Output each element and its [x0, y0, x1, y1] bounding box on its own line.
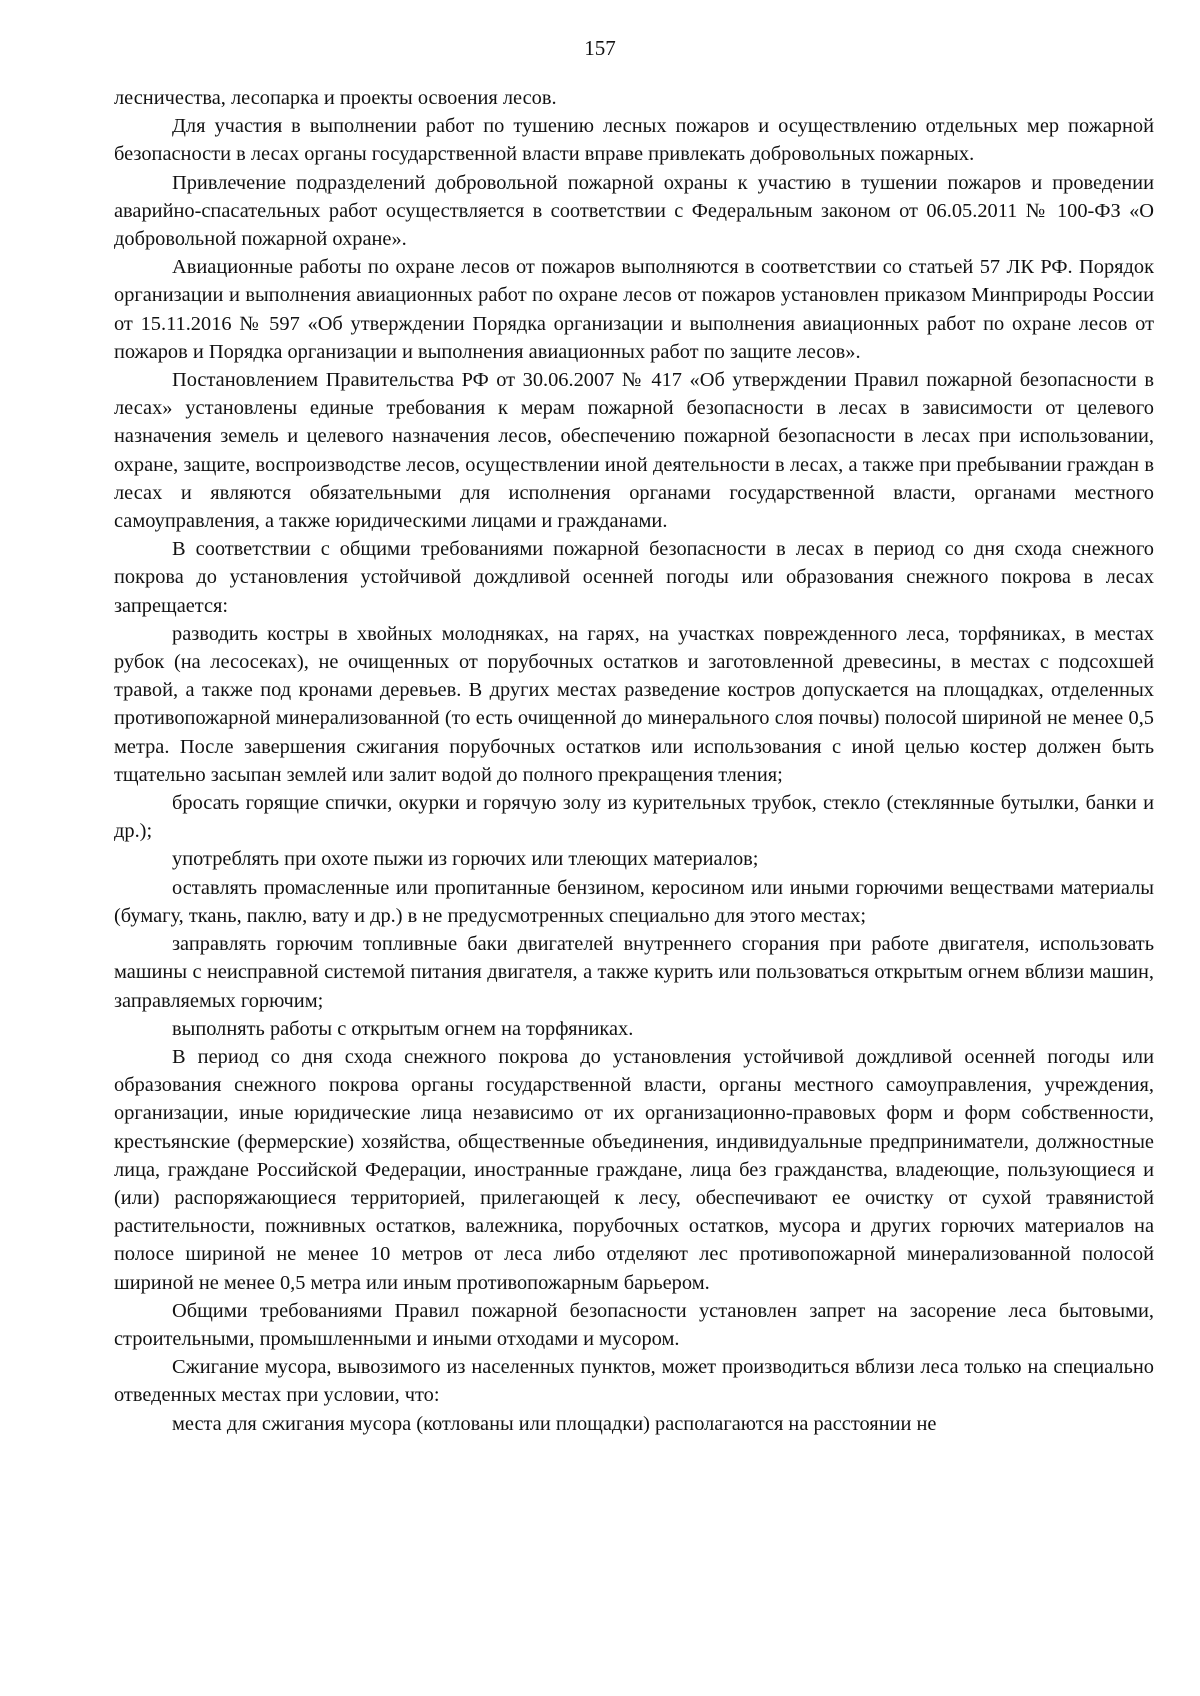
page-number: 157: [584, 36, 616, 60]
document-body: [114, 84, 1154, 1438]
list-item-paragraph: оставлять промасленные или пропитанные бензином, керосином или иными горючими веществами материалы (бумагу, ткань, паклю, вату и др.) в не предусмотренных специально для этого местах;: [114, 876, 1154, 927]
list-item-paragraph: употреблять при охоте пыжи из горючих или тлеющих материалов;: [172, 848, 759, 871]
paragraph: Постановлением Правительства РФ от 30.06.2007 № 417 «Об утверждении Правил пожарной безопасности в лесах» установлены единые требования к мерам пожарной безопасности в лесах в зависимости от целевого назначения земель и целевого назначения лесов, обеспечению пожарной безопасности в лесах при использовании, охране, защите, воспроизводстве лесов, осуществлении иной деятельности в лесах, а также при пребывании граждан в лесах и являются обязательными для исполнения органами государственной власти, органами местного самоуправления, а также юридическими лицами и гражданами.: [114, 369, 1154, 533]
list-item-paragraph: выполнять работы с открытым огнем на торфяниках.: [172, 1017, 634, 1040]
list-item-paragraph: бросать горящие спички, окурки и горячую золу из курительных трубок, стекло (стеклянные бутылки, банки и др.);: [114, 792, 1154, 843]
paragraph: Привлечение подразделений добровольной пожарной охраны к участию в тушении пожаров и проведении аварийно-спасательных работ осуществляется в соответствии с Федеральным законом от 06.05.2011 № 100-ФЗ «О добровольной пожарной охране».: [114, 171, 1154, 251]
paragraph: Для участия в выполнении работ по тушению лесных пожаров и осуществлению отдельных мер пожарной безопасности в лесах органы государственной власти вправе привлекать добровольных пожарных.: [114, 115, 1154, 166]
paragraph: Общими требованиями Правил пожарной безопасности установлен запрет на засорение леса бытовыми, строительными, промышленными и иными отходами и мусором.: [114, 1299, 1154, 1350]
paragraph-continuation: лесничества, лесопарка и проекты освоения лесов.: [114, 87, 557, 109]
list-item-paragraph: заправлять горючим топливные баки двигателей внутреннего сгорания при работе двигателя, использовать машины с неисправной системой питания двигателя, а также курить или пользоваться открытым огнем вблизи машин, заправляемых горючим;: [114, 933, 1154, 1012]
list-item-paragraph: места для сжигания мусора (котлованы или площадки) располагаются на расстоянии не: [172, 1412, 937, 1435]
paragraph: Авиационные работы по охране лесов от пожаров выполняются в соответствии со статьей 57 ЛК РФ. Порядок организации и выполнения авиационных работ по охране лесов от пожаров установлен приказом Минприроды России от 15.11.2016 № 597 «Об утверждении Порядка организации и выполнения авиационных работ по охране лесов от пожаров и Порядка организации и выполнения авиационных работ по защите лесов».: [114, 256, 1154, 363]
list-item-paragraph: разводить костры в хвойных молодняках, на гарях, на участках поврежденного леса, торфяниках, в местах рубок (на лесосеках), не очищенных от порубочных остатков и заготовленной древесины, в местах с подсохшей травой, а также под кронами деревьев. В других местах разведение костров допускается на площадках, отделенных противопожарной минерализованной (то есть очищенной до минерального слоя почвы) полосой шириной не менее 0,5 метра. После завершения сжигания порубочных остатков или использования с иной целью костер должен быть тщательно засыпан землей или залит водой до полного прекращения тления;: [114, 622, 1154, 786]
paragraph: В соответствии с общими требованиями пожарной безопасности в лесах в период со дня схода снежного покрова до установления устойчивой дождливой осенней погоды или образования снежного покрова в лесах запрещается:: [114, 538, 1154, 617]
paragraph: Сжигание мусора, вывозимого из населенных пунктов, может производиться вблизи леса только на специально отведенных местах при условии, что:: [114, 1356, 1154, 1407]
paragraph: В период со дня схода снежного покрова до установления устойчивой дождливой осенней погоды или образования снежного покрова органы государственной власти, органы местного самоуправления, учреждения, организации, иные юридические лица независимо от их организационно-правовых форм и форм собственности, крестьянские (фермерские) хозяйства, общественные объединения, индивидуальные предприниматели, должностные лица, граждане Российской Федерации, иностранные граждане, лица без гражданства, владеющие, пользующиеся и (или) распоряжающиеся территорией, прилегающей к лесу, обеспечивают ее очистку от сухой травянистой растительности, пожнивных остатков, валежника, порубочных остатков, мусора и других горючих материалов на полосе шириной не менее 10 метров от леса либо отделяют лес противопожарной минерализованной полосой шириной не менее 0,5 метра или иным противопожарным барьером.: [114, 1045, 1154, 1294]
